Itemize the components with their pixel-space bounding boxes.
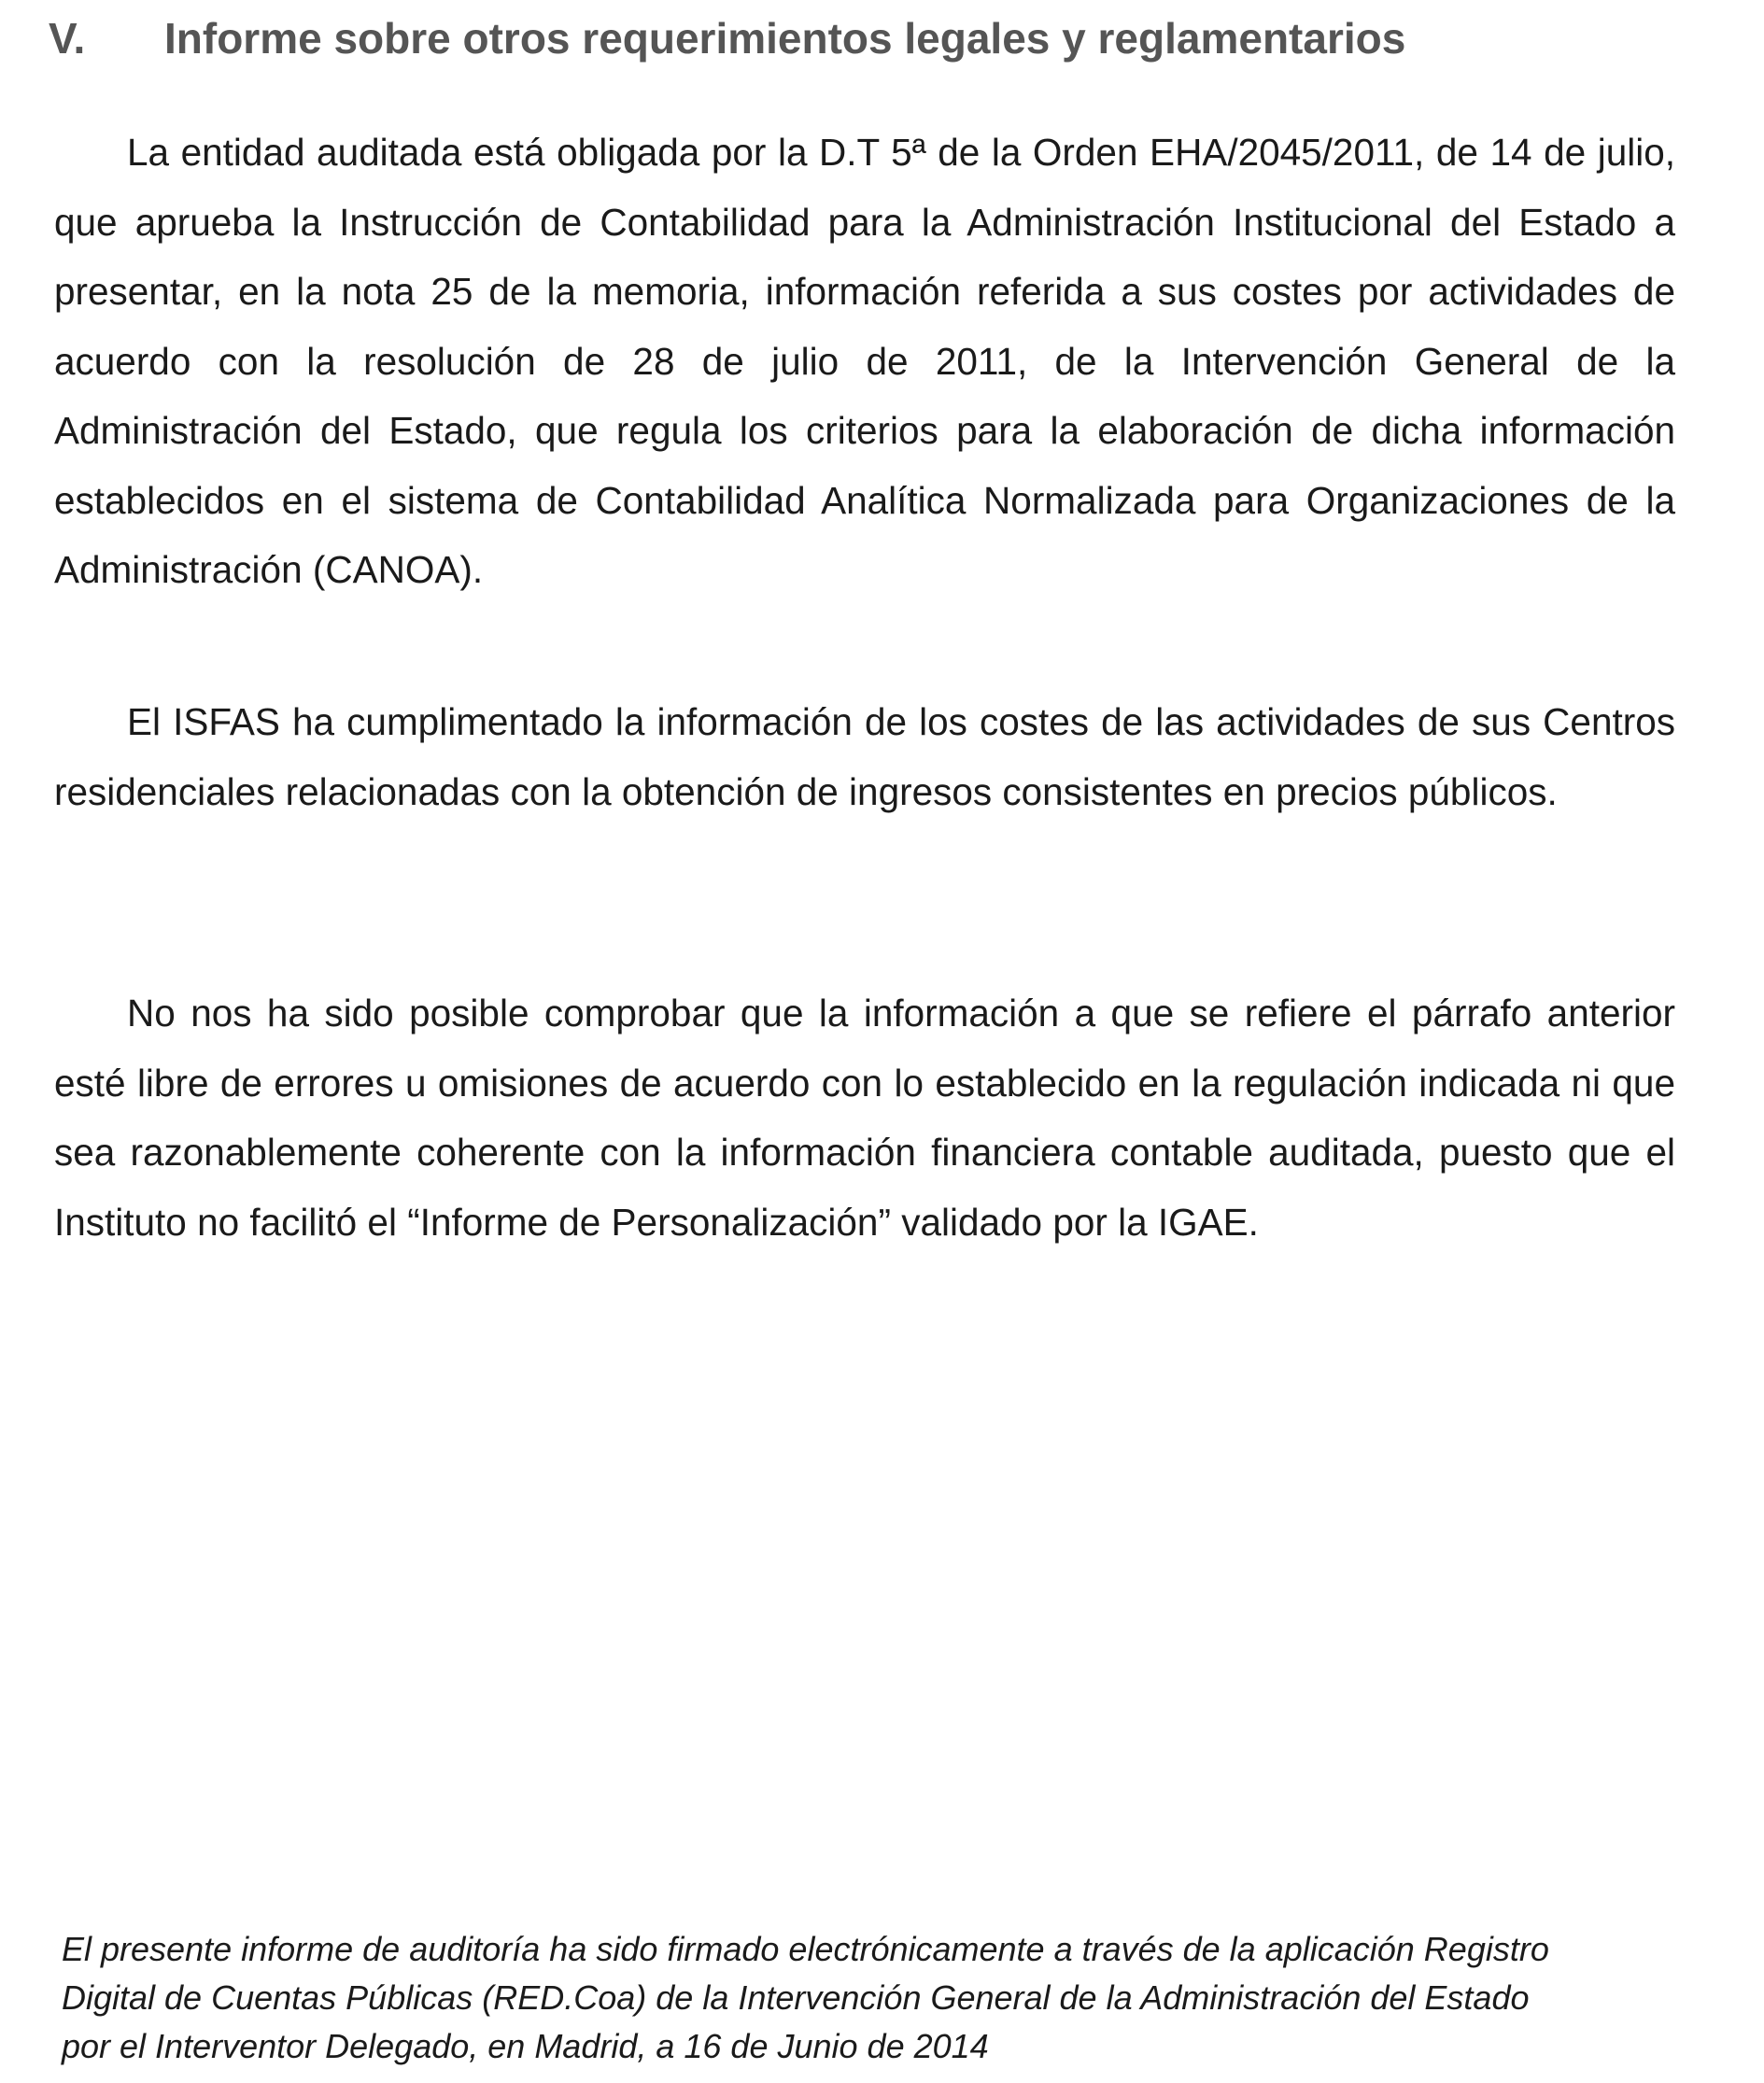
paragraph-verification-limitation: No nos ha sido posible comprobar que la información a que se refiere el párrafo anterior esté libre de errores u omisiones de acuerdo con lo establecido en la regulación indicada ni que sea razonablemente coherente con la información financiera contable auditada, puesto que el Instituto no facilitó el “Informe de Personalización” validado por la IGAE.	[54, 992, 1675, 1244]
section-heading	[49, 13, 1405, 63]
footer-line: Digital de Cuentas Públicas (RED.Coa) de la Intervención General de la Administración del Estado	[62, 1978, 1530, 2017]
section-title: Informe sobre otros requerimientos legales y reglamentarios	[164, 14, 1406, 63]
paragraph-isfas-costs: El ISFAS ha cumplimentado la información de los costes de las actividades de sus Centros residenciales relacionadas con la obtención de ingresos consistentes en precios públicos.	[54, 700, 1675, 813]
section-number: V.	[49, 14, 86, 63]
footer-line: por el Interventor Delegado, en Madrid, a 16 de Junio de 2014	[62, 2027, 989, 2065]
paragraph-legal-obligation: La entidad auditada está obligada por la D.T 5ª de la Orden EHA/2045/2011, de 14 de julio, que aprueba la Instrucción de Contabilidad para la Administración Institucional del Estado a presentar, en la nota 25 de la memoria, información referida a sus costes por actividades de acuerdo con la resolución de 28 de julio de 2011, de la Intervención General de la Administración del Estado, que regula los criterios para la elaboración de dicha información establecidos en el sistema de Contabilidad Analítica Normalizada para Organizaciones de la Administración (CANOA).	[54, 131, 1675, 591]
electronic-signature-note	[62, 1925, 1724, 2071]
footer-line: El presente informe de auditoría ha sido firmado electrónicamente a través de la aplicación Registro	[62, 1930, 1549, 1968]
